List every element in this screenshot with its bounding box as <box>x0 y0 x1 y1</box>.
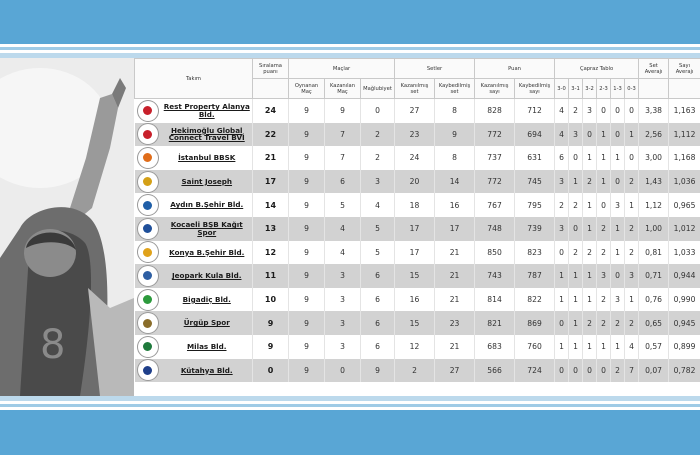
cross-table-cell: 1 <box>569 335 583 359</box>
team-name-link[interactable]: Saint Joseph <box>181 176 233 186</box>
team-cell <box>135 170 253 194</box>
set-avg-cell: 2,56 <box>639 123 669 147</box>
cross-table-cell: 2 <box>569 99 583 123</box>
rank-cell: 13 <box>253 217 289 241</box>
points-avg-cell: 1,033 <box>669 241 700 265</box>
col-lost: Mağlubiyet <box>361 79 395 99</box>
lost-cell: 6 <box>361 264 395 288</box>
played-cell: 9 <box>289 123 325 147</box>
lost-cell: 0 <box>361 99 395 123</box>
col-cross-1-3: 1-3 <box>611 79 625 99</box>
won-cell: 3 <box>325 264 361 288</box>
cross-table-cell: 3 <box>625 264 639 288</box>
won-cell: 6 <box>325 170 361 194</box>
points-lost-cell: 745 <box>515 170 555 194</box>
points-avg-cell: 1,163 <box>669 99 700 123</box>
sets-lost-cell: 17 <box>435 217 475 241</box>
team-cell <box>135 241 253 265</box>
svg-text:8: 8 <box>40 322 66 368</box>
sets-lost-cell: 21 <box>435 288 475 312</box>
cross-table-cell: 1 <box>583 288 597 312</box>
sets-won-cell: 18 <box>395 193 435 217</box>
points-avg-cell: 0,944 <box>669 264 700 288</box>
team-logo-icon <box>139 149 157 167</box>
rank-cell: 12 <box>253 241 289 265</box>
cross-table-cell: 1 <box>555 335 569 359</box>
cross-table-cell: 2 <box>625 311 639 335</box>
points-avg-cell: 1,112 <box>669 123 700 147</box>
col-set-avg: Set Averajı <box>639 59 669 79</box>
sets-won-cell: 17 <box>395 241 435 265</box>
team-cell <box>135 288 253 312</box>
team-cell <box>135 146 253 170</box>
rank-cell: 24 <box>253 99 289 123</box>
cross-table-cell: 3 <box>555 170 569 194</box>
col-rank-spacer <box>253 79 289 99</box>
table-row <box>135 123 700 147</box>
won-cell: 4 <box>325 241 361 265</box>
points-lost-cell: 869 <box>515 311 555 335</box>
standings-table-container <box>134 58 700 396</box>
team-cell <box>135 264 253 288</box>
cross-table-cell: 3 <box>555 217 569 241</box>
won-cell: 9 <box>325 99 361 123</box>
sets-lost-cell: 8 <box>435 99 475 123</box>
cross-table-cell: 2 <box>597 241 611 265</box>
cross-table-cell: 2 <box>611 311 625 335</box>
points-lost-cell: 760 <box>515 335 555 359</box>
cross-table-cell: 0 <box>597 99 611 123</box>
volleyball-player-image <box>0 58 134 396</box>
points-won-cell: 828 <box>475 99 515 123</box>
team-logo-icon <box>139 196 157 214</box>
cross-table-cell: 0 <box>583 359 597 383</box>
cross-table-cell: 2 <box>569 241 583 265</box>
cross-table-cell: 2 <box>569 193 583 217</box>
team-name-link[interactable]: Kocaeli BŞB Kağıt Spor <box>170 220 243 237</box>
lost-cell: 9 <box>361 359 395 383</box>
sets-won-cell: 20 <box>395 170 435 194</box>
lost-cell: 2 <box>361 123 395 147</box>
sets-lost-cell: 21 <box>435 264 475 288</box>
cross-table-cell: 3 <box>611 193 625 217</box>
col-group-sets: Setler <box>395 59 475 79</box>
sets-lost-cell: 9 <box>435 123 475 147</box>
sets-won-cell: 17 <box>395 217 435 241</box>
played-cell: 9 <box>289 217 325 241</box>
team-logo-icon <box>139 291 157 309</box>
cross-table-cell: 0 <box>555 241 569 265</box>
points-avg-cell: 1,168 <box>669 146 700 170</box>
team-cell <box>135 335 253 359</box>
sets-won-cell: 27 <box>395 99 435 123</box>
cross-table-cell: 7 <box>625 359 639 383</box>
team-name-link[interactable]: Hekimoğlu Global Connect Travel BVİ <box>168 125 245 143</box>
points-lost-cell: 795 <box>515 193 555 217</box>
cross-table-cell: 1 <box>583 217 597 241</box>
team-cell <box>135 359 253 383</box>
table-row <box>135 170 700 194</box>
team-name-link[interactable]: Ürgüp Spor <box>183 318 230 328</box>
sets-lost-cell: 16 <box>435 193 475 217</box>
set-avg-cell: 0,81 <box>639 241 669 265</box>
col-cross-2-3: 2-3 <box>597 79 611 99</box>
team-logo-icon <box>139 243 157 261</box>
sets-lost-cell: 21 <box>435 241 475 265</box>
cross-table-cell: 0 <box>569 217 583 241</box>
col-team: Takım <box>135 59 253 99</box>
lost-cell: 5 <box>361 217 395 241</box>
top-decor-stripe <box>0 44 700 58</box>
col-group-points: Puan <box>475 59 555 79</box>
team-name-link[interactable]: Kütahya Bld. <box>180 365 233 375</box>
cross-table-cell: 1 <box>597 170 611 194</box>
cross-table-cell: 0 <box>569 359 583 383</box>
played-cell: 9 <box>289 99 325 123</box>
team-cell <box>135 311 253 335</box>
points-won-cell: 772 <box>475 170 515 194</box>
points-won-cell: 748 <box>475 217 515 241</box>
cross-table-cell: 1 <box>583 264 597 288</box>
col-pts-won: Kazanılmış sayı <box>475 79 515 99</box>
cross-table-cell: 1 <box>555 264 569 288</box>
cross-table-cell: 0 <box>625 99 639 123</box>
cross-table-cell: 3 <box>583 99 597 123</box>
won-cell: 3 <box>325 335 361 359</box>
sets-won-cell: 2 <box>395 359 435 383</box>
cross-table-cell: 2 <box>583 311 597 335</box>
col-rank-points: Sıralama puanı <box>253 59 289 79</box>
won-cell: 7 <box>325 123 361 147</box>
table-row <box>135 359 700 383</box>
points-lost-cell: 739 <box>515 217 555 241</box>
points-won-cell: 850 <box>475 241 515 265</box>
col-set-avg-spacer <box>639 79 669 99</box>
rank-cell: 9 <box>253 311 289 335</box>
rank-cell: 0 <box>253 359 289 383</box>
points-lost-cell: 822 <box>515 288 555 312</box>
top-banner <box>0 0 700 44</box>
cross-table-cell: 0 <box>611 123 625 147</box>
points-won-cell: 772 <box>475 123 515 147</box>
set-avg-cell: 1,43 <box>639 170 669 194</box>
cross-table-cell: 1 <box>611 146 625 170</box>
cross-table-cell: 2 <box>597 288 611 312</box>
cross-table-cell: 3 <box>611 288 625 312</box>
points-lost-cell: 712 <box>515 99 555 123</box>
won-cell: 3 <box>325 288 361 312</box>
rank-cell: 22 <box>253 123 289 147</box>
sets-won-cell: 15 <box>395 311 435 335</box>
cross-table-cell: 2 <box>611 359 625 383</box>
cross-table-cell: 1 <box>583 335 597 359</box>
team-logo-icon <box>139 267 157 285</box>
won-cell: 5 <box>325 193 361 217</box>
played-cell: 9 <box>289 335 325 359</box>
won-cell: 3 <box>325 311 361 335</box>
sets-won-cell: 15 <box>395 264 435 288</box>
cross-table-cell: 0 <box>583 123 597 147</box>
table-row <box>135 217 700 241</box>
cross-table-cell: 1 <box>583 193 597 217</box>
won-cell: 7 <box>325 146 361 170</box>
cross-table-cell: 1 <box>597 335 611 359</box>
points-avg-cell: 0,782 <box>669 359 700 383</box>
won-cell: 0 <box>325 359 361 383</box>
team-name-link[interactable]: Bigadiç Bld. <box>182 294 231 304</box>
team-logo-icon <box>139 102 157 120</box>
col-pts-lost: Kaybedilmiş sayı <box>515 79 555 99</box>
points-won-cell: 683 <box>475 335 515 359</box>
table-row <box>135 264 700 288</box>
table-row <box>135 193 700 217</box>
team-logo-icon <box>139 338 157 356</box>
cross-table-cell: 1 <box>583 146 597 170</box>
table-row <box>135 288 700 312</box>
team-cell <box>135 99 253 123</box>
cross-table-cell: 0 <box>611 99 625 123</box>
sets-lost-cell: 21 <box>435 335 475 359</box>
points-won-cell: 814 <box>475 288 515 312</box>
player-photo <box>0 58 134 396</box>
played-cell: 9 <box>289 359 325 383</box>
rank-cell: 21 <box>253 146 289 170</box>
sets-won-cell: 24 <box>395 146 435 170</box>
cross-table-cell: 1 <box>625 123 639 147</box>
rank-cell: 9 <box>253 335 289 359</box>
cross-table-cell: 1 <box>569 264 583 288</box>
points-lost-cell: 694 <box>515 123 555 147</box>
cross-table-cell: 1 <box>611 335 625 359</box>
col-cross-3-0: 3-0 <box>555 79 569 99</box>
col-won: Kazanılan Maç <box>325 79 361 99</box>
points-lost-cell: 823 <box>515 241 555 265</box>
sets-won-cell: 12 <box>395 335 435 359</box>
points-avg-cell: 1,036 <box>669 170 700 194</box>
set-avg-cell: 0,65 <box>639 311 669 335</box>
played-cell: 9 <box>289 170 325 194</box>
points-avg-cell: 0,945 <box>669 311 700 335</box>
points-avg-cell: 0,990 <box>669 288 700 312</box>
cross-table-cell: 2 <box>625 217 639 241</box>
lost-cell: 3 <box>361 170 395 194</box>
played-cell: 9 <box>289 311 325 335</box>
sets-lost-cell: 14 <box>435 170 475 194</box>
cross-table-cell: 4 <box>625 335 639 359</box>
team-name-link[interactable]: İstanbul BBSK <box>178 153 236 163</box>
cross-table-cell: 0 <box>625 146 639 170</box>
cross-table-cell: 1 <box>569 311 583 335</box>
col-points-avg: Sayı Averajı <box>669 59 700 79</box>
table-row <box>135 146 700 170</box>
set-avg-cell: 1,00 <box>639 217 669 241</box>
cross-table-cell: 0 <box>611 170 625 194</box>
set-avg-cell: 3,00 <box>639 146 669 170</box>
team-name-link[interactable]: Konya B.Şehir Bld. <box>169 247 245 257</box>
team-cell <box>135 217 253 241</box>
col-sets-lost: Kaybedilmiş set <box>435 79 475 99</box>
cross-table-cell: 1 <box>597 123 611 147</box>
played-cell: 9 <box>289 264 325 288</box>
cross-table-cell: 0 <box>555 359 569 383</box>
bottom-banner <box>0 410 700 455</box>
set-avg-cell: 0,76 <box>639 288 669 312</box>
set-avg-cell: 3,38 <box>639 99 669 123</box>
col-cross-3-1: 3-1 <box>569 79 583 99</box>
points-avg-cell: 1,012 <box>669 217 700 241</box>
col-cross-0-3: 0-3 <box>625 79 639 99</box>
cross-table-cell: 2 <box>555 193 569 217</box>
team-logo-icon <box>139 173 157 191</box>
played-cell: 9 <box>289 288 325 312</box>
rank-cell: 10 <box>253 288 289 312</box>
cross-table-cell: 3 <box>569 123 583 147</box>
cross-table-cell: 2 <box>625 241 639 265</box>
played-cell: 9 <box>289 241 325 265</box>
cross-table-cell: 1 <box>611 217 625 241</box>
cross-table-cell: 1 <box>569 288 583 312</box>
bottom-decor-stripe <box>0 396 700 410</box>
cross-table-cell: 2 <box>597 311 611 335</box>
cross-table-cell: 2 <box>625 170 639 194</box>
standings-table <box>134 58 700 382</box>
sets-won-cell: 23 <box>395 123 435 147</box>
points-won-cell: 737 <box>475 146 515 170</box>
points-avg-cell: 0,899 <box>669 335 700 359</box>
team-name-link[interactable]: Aydın B.Şehir Bld. <box>170 200 244 210</box>
cross-table-cell: 3 <box>597 264 611 288</box>
won-cell: 4 <box>325 217 361 241</box>
cross-table-cell: 2 <box>583 241 597 265</box>
cross-table-cell: 0 <box>555 311 569 335</box>
set-avg-cell: 0,07 <box>639 359 669 383</box>
col-points-avg-spacer <box>669 79 700 99</box>
played-cell: 9 <box>289 146 325 170</box>
team-logo-icon <box>139 361 157 379</box>
sets-lost-cell: 8 <box>435 146 475 170</box>
team-cell <box>135 123 253 147</box>
set-avg-cell: 0,57 <box>639 335 669 359</box>
set-avg-cell: 0,71 <box>639 264 669 288</box>
cross-table-cell: 1 <box>611 241 625 265</box>
col-cross-3-2: 3-2 <box>583 79 597 99</box>
points-lost-cell: 631 <box>515 146 555 170</box>
cross-table-cell: 1 <box>569 170 583 194</box>
sets-lost-cell: 23 <box>435 311 475 335</box>
cross-table-cell: 0 <box>569 146 583 170</box>
cross-table-cell: 0 <box>597 359 611 383</box>
played-cell: 9 <box>289 193 325 217</box>
table-row <box>135 311 700 335</box>
cross-table-cell: 1 <box>597 146 611 170</box>
points-won-cell: 743 <box>475 264 515 288</box>
team-name-link[interactable]: Jeopark Kula Bld. <box>171 271 242 281</box>
table-row <box>135 335 700 359</box>
rank-cell: 17 <box>253 170 289 194</box>
lost-cell: 4 <box>361 193 395 217</box>
cross-table-cell: 2 <box>597 217 611 241</box>
cross-table-cell: 1 <box>625 288 639 312</box>
points-won-cell: 821 <box>475 311 515 335</box>
rank-cell: 14 <box>253 193 289 217</box>
lost-cell: 6 <box>361 311 395 335</box>
cross-table-cell: 0 <box>597 193 611 217</box>
sets-lost-cell: 27 <box>435 359 475 383</box>
cross-table-cell: 4 <box>555 123 569 147</box>
team-logo-icon <box>139 314 157 332</box>
team-logo-icon <box>139 125 157 143</box>
points-won-cell: 566 <box>475 359 515 383</box>
lost-cell: 2 <box>361 146 395 170</box>
points-lost-cell: 787 <box>515 264 555 288</box>
table-row <box>135 241 700 265</box>
cross-table-cell: 0 <box>611 264 625 288</box>
points-lost-cell: 724 <box>515 359 555 383</box>
points-avg-cell: 0,965 <box>669 193 700 217</box>
table-row <box>135 99 700 123</box>
cross-table-cell: 1 <box>555 288 569 312</box>
set-avg-cell: 1,12 <box>639 193 669 217</box>
sets-won-cell: 16 <box>395 288 435 312</box>
points-won-cell: 767 <box>475 193 515 217</box>
cross-table-cell: 1 <box>625 193 639 217</box>
team-cell <box>135 193 253 217</box>
lost-cell: 6 <box>361 335 395 359</box>
col-group-matches: Maçlar <box>289 59 395 79</box>
cross-table-cell: 4 <box>555 99 569 123</box>
lost-cell: 6 <box>361 288 395 312</box>
col-played: Oynanan Maç <box>289 79 325 99</box>
col-group-cross-table: Çapraz Tablo <box>555 59 639 79</box>
cross-table-cell: 6 <box>555 146 569 170</box>
lost-cell: 5 <box>361 241 395 265</box>
cross-table-cell: 2 <box>583 170 597 194</box>
team-name-link[interactable]: Milas Bld. <box>186 341 227 351</box>
col-sets-won: Kazanılmış set <box>395 79 435 99</box>
team-logo-icon <box>139 220 157 238</box>
rank-cell: 11 <box>253 264 289 288</box>
team-name-link[interactable]: Rest Property Alanya Bld. <box>163 102 250 119</box>
